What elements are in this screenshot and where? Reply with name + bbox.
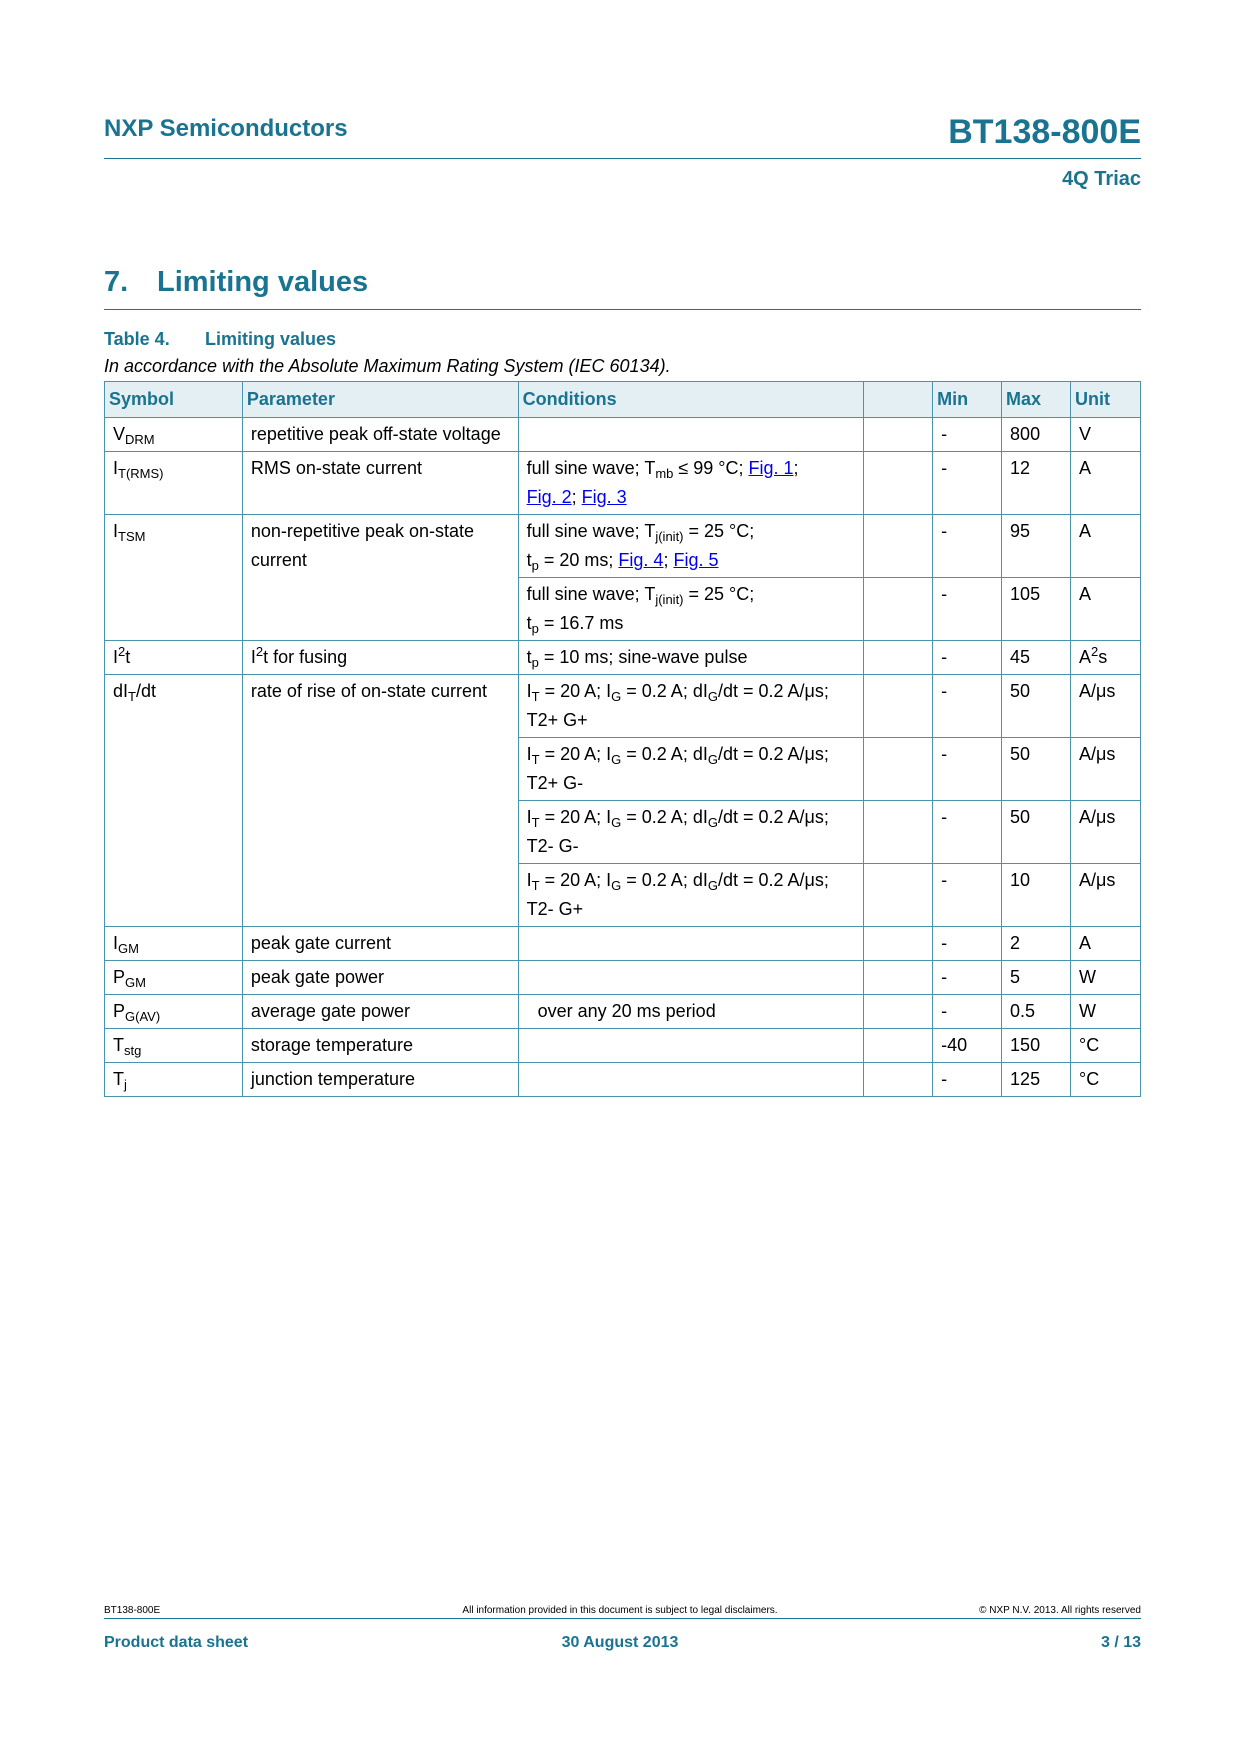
max-cell: 5 [1002, 961, 1071, 995]
parameter-cell: average gate power [242, 995, 518, 1029]
spacer-cell [864, 515, 933, 578]
min-cell: - [933, 675, 1002, 738]
min-cell: - [933, 515, 1002, 578]
unit-cell: V [1071, 418, 1141, 452]
table-row [105, 515, 1141, 578]
company-name: NXP Semiconductors [104, 115, 348, 142]
spacer-cell [864, 927, 933, 961]
max-cell: 95 [1002, 515, 1071, 578]
max-cell: 12 [1002, 452, 1071, 515]
unit-cell: °C [1071, 1063, 1141, 1097]
spacer-cell [864, 1029, 933, 1063]
conditions-cell: over any 20 ms period [518, 995, 864, 1029]
limiting-values-table [104, 381, 1141, 1097]
parameter-cell: storage temperature [242, 1029, 518, 1063]
parameter-cell: peak gate current [242, 927, 518, 961]
spacer-cell [864, 961, 933, 995]
unit-cell: A [1071, 927, 1141, 961]
table-row [105, 995, 1141, 1029]
min-cell: - [933, 641, 1002, 675]
fig-4-link[interactable]: Fig. 4 [618, 550, 664, 570]
unit-cell: A/μs [1071, 675, 1141, 738]
unit-cell: °C [1071, 1029, 1141, 1063]
unit-cell: W [1071, 995, 1141, 1029]
table-title: Limiting values [205, 329, 337, 349]
min-cell: - [933, 995, 1002, 1029]
header-rule [104, 158, 1141, 159]
conditions-cell [518, 961, 864, 995]
symbol-tj: $T_j$ [105, 1063, 243, 1097]
footer-disclaimer: All information provided in this document is subject to legal disclaimers. [462, 1605, 778, 1616]
section-title: Limiting values [157, 266, 369, 298]
conditions-cell: $I_T = 20$ A; $I_G = 0.2$ A; $dI_G/dt = 0.2$ A/μs; T2+ G+ [518, 675, 864, 738]
section-number: 7. [104, 266, 129, 298]
header-empty [864, 382, 933, 418]
spacer-cell [864, 418, 933, 452]
symbol-itsm: $I_{TSM}$ [105, 515, 243, 641]
max-cell: 800 [1002, 418, 1071, 452]
max-cell: 2 [1002, 927, 1071, 961]
symbol-itrms: $I_{T(RMS)}$ [105, 452, 243, 515]
footer-doc-type: Product data sheet [104, 1634, 249, 1651]
header-symbol: Symbol [105, 382, 243, 418]
header-min: Min [933, 382, 1002, 418]
symbol-pgav: $P_{G(AV)}$ [105, 995, 243, 1029]
parameter-cell: rate of rise of on-state current [242, 675, 518, 927]
min-cell: - [933, 452, 1002, 515]
min-cell: - [933, 418, 1002, 452]
footer-page-number: 3 / 13 [1100, 1634, 1141, 1651]
parameter-cell: repetitive peak off-state voltage [242, 418, 518, 452]
unit-cell: A [1071, 452, 1141, 515]
footer-rule [104, 1618, 1141, 1619]
max-cell: 0.5 [1002, 995, 1071, 1029]
conditions-cell: $t_p = 10$ ms; sine-wave pulse [518, 641, 864, 675]
table-note: In accordance with the Absolute Maximum Rating System (IEC 60134). [104, 356, 671, 376]
conditions-cell [518, 927, 864, 961]
symbol-tstg: $T_{stg}$ [105, 1029, 243, 1063]
max-cell: 45 [1002, 641, 1071, 675]
max-cell: 125 [1002, 1063, 1071, 1097]
min-cell: - [933, 1063, 1002, 1097]
conditions-cell: full sine wave; $T_{mb} \le 99$ °C; Fig. 1; Fig. 2; Fig. 3 [518, 452, 864, 515]
conditions-cell: $I_T = 20$ A; $I_G = 0.2$ A; $dI_G/dt = 0.2$ A/μs; T2- G- [518, 801, 864, 864]
section-rule [104, 309, 1141, 310]
max-cell: 10 [1002, 864, 1071, 927]
spacer-cell [864, 801, 933, 864]
fig-1-link[interactable]: Fig. 1 [748, 458, 794, 478]
section-heading [104, 266, 368, 299]
header-max: Max [1002, 382, 1071, 418]
footer-copyright: © NXP N.V. 2013. All rights reserved [979, 1605, 1141, 1616]
quadrant-text: T2- G+ [526, 899, 584, 919]
min-cell: - [933, 738, 1002, 801]
symbol-dit: $dI_T/dt$ [105, 675, 243, 927]
fig-2-link[interactable]: Fig. 2 [526, 487, 572, 507]
max-cell: 50 [1002, 801, 1071, 864]
symbol-i2t: $I^2t$ [105, 641, 243, 675]
max-cell: 105 [1002, 578, 1071, 641]
header-parameter: Parameter [242, 382, 518, 418]
min-cell: - [933, 864, 1002, 927]
unit-cell: A [1071, 578, 1141, 641]
spacer-cell [864, 995, 933, 1029]
max-cell: 50 [1002, 675, 1071, 738]
table-number: Table 4. [104, 329, 170, 349]
table-row [105, 452, 1141, 515]
min-cell: - [933, 578, 1002, 641]
footer-doc-id: BT138-800E [104, 1605, 161, 1616]
conditions-cell: full sine wave; $T_{j(init)} = 25$ °C; $t_p = 16.7$ ms [518, 578, 864, 641]
fig-5-link[interactable]: Fig. 5 [673, 550, 719, 570]
parameter-cell: non-repetitive peak on-state current [242, 515, 518, 641]
parameter-cell: RMS on-state current [242, 452, 518, 515]
symbol-igm: $I_{GM}$ [105, 927, 243, 961]
header-unit: Unit [1071, 382, 1141, 418]
min-cell: -40 [933, 1029, 1002, 1063]
table-row [105, 418, 1141, 452]
spacer-cell [864, 864, 933, 927]
unit-cell: A/μs [1071, 801, 1141, 864]
unit-cell: A [1071, 515, 1141, 578]
spacer-cell [864, 578, 933, 641]
table-row [105, 1029, 1141, 1063]
min-cell: - [933, 961, 1002, 995]
table-row [105, 961, 1141, 995]
table-row [105, 1063, 1141, 1097]
unit-cell: W [1071, 961, 1141, 995]
table-caption [104, 329, 336, 350]
spacer-cell [864, 1063, 933, 1097]
unit-text: A [1079, 647, 1092, 667]
min-cell: - [933, 927, 1002, 961]
table-header-row [105, 382, 1141, 418]
table-row [105, 675, 1141, 738]
unit-cell: A/μs [1071, 738, 1141, 801]
table-row [105, 927, 1141, 961]
parameter-cell: $I^2t$ for fusing [242, 641, 518, 675]
conditions-cell [518, 418, 864, 452]
quadrant-text: T2- G- [526, 836, 579, 856]
parameter-cell: junction temperature [242, 1063, 518, 1097]
footer-date: 30 August 2013 [561, 1634, 679, 1651]
conditions-cell: $I_T = 20$ A; $I_G = 0.2$ A; $dI_G/dt = 0.2$ A/μs; T2- G+ [518, 864, 864, 927]
unit-cell: A/μs [1071, 864, 1141, 927]
min-cell: - [933, 801, 1002, 864]
quadrant-text: T2+ G+ [526, 710, 588, 730]
parameter-cell: peak gate power [242, 961, 518, 995]
fig-3-link[interactable]: Fig. 3 [581, 487, 627, 507]
quadrant-text: T2+ G- [526, 773, 584, 793]
spacer-cell [864, 452, 933, 515]
symbol-vdrm: $V_{DRM}$ [105, 418, 243, 452]
spacer-cell [864, 675, 933, 738]
conditions-cell [518, 1029, 864, 1063]
product-subtitle: 4Q Triac [1062, 168, 1141, 190]
table-row [105, 641, 1141, 675]
conditions-cell: full sine wave; $T_{j(init)} = 25$ °C; $t_p = 20$ ms; Fig. 4; Fig. 5 [518, 515, 864, 578]
header-conditions: Conditions [518, 382, 864, 418]
symbol-pgm: $P_{GM}$ [105, 961, 243, 995]
unit-cell: $A^2s$ [1071, 641, 1141, 675]
max-cell: 50 [1002, 738, 1071, 801]
conditions-cell [518, 1063, 864, 1097]
max-cell: 150 [1002, 1029, 1071, 1063]
spacer-cell [864, 641, 933, 675]
product-title: BT138-800E [948, 113, 1141, 151]
conditions-cell: $I_T = 20$ A; $I_G = 0.2$ A; $dI_G/dt = 0.2$ A/μs; T2+ G- [518, 738, 864, 801]
spacer-cell [864, 738, 933, 801]
